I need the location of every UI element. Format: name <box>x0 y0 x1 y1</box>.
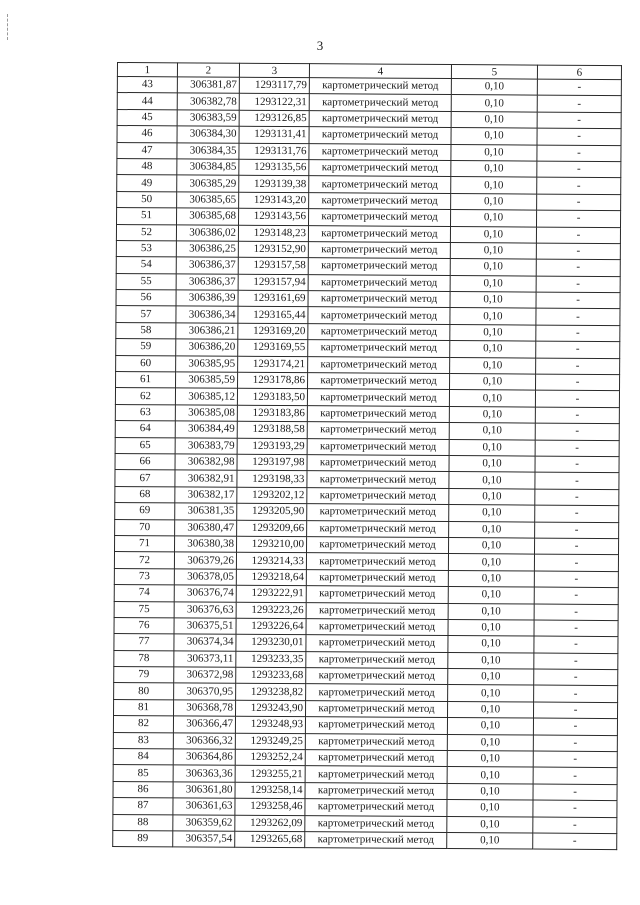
method-cell: картометрический метод <box>306 635 448 652</box>
x-coordinate-cell: 306386,21 <box>176 323 238 340</box>
method-cell: картометрический метод <box>309 160 451 177</box>
x-coordinate-cell: 306386,37 <box>176 257 238 274</box>
y-coordinate-cell: 1293157,58 <box>238 258 308 275</box>
accuracy-cell: 0,10 <box>451 210 537 227</box>
y-coordinate-cell: 1293214,33 <box>236 553 306 570</box>
method-cell: картометрический метод <box>305 799 447 816</box>
y-coordinate-cell: 1293248,93 <box>235 716 305 733</box>
point-number-cell: 54 <box>116 257 176 274</box>
x-coordinate-cell: 306386,39 <box>176 290 238 307</box>
method-cell: картометрический метод <box>306 651 448 668</box>
y-coordinate-cell: 1293169,20 <box>238 323 308 340</box>
notes-cell: - <box>534 653 618 670</box>
point-number-cell: 74 <box>114 585 174 602</box>
x-coordinate-cell: 306382,78 <box>177 93 239 110</box>
method-cell: картометрический метод <box>305 750 447 767</box>
point-number-cell: 77 <box>114 634 174 651</box>
point-number-cell: 82 <box>113 716 173 733</box>
x-coordinate-cell: 306364,86 <box>173 749 235 766</box>
point-number-cell: 52 <box>116 224 176 241</box>
accuracy-cell: 0,10 <box>447 767 533 784</box>
notes-cell: - <box>535 522 619 539</box>
point-number-cell: 44 <box>117 93 177 110</box>
method-cell: картометрический метод <box>309 78 451 95</box>
method-cell: картометрический метод <box>305 733 447 750</box>
accuracy-cell: 0,10 <box>449 423 535 440</box>
method-cell: картометрический метод <box>308 291 450 308</box>
point-number-cell: 60 <box>116 355 176 372</box>
header-col-3: 3 <box>239 63 309 77</box>
y-coordinate-cell: 1293218,64 <box>236 569 306 586</box>
point-number-cell: 76 <box>114 617 174 634</box>
notes-cell: - <box>534 554 618 571</box>
accuracy-cell: 0,10 <box>448 570 534 587</box>
accuracy-cell: 0,10 <box>449 488 535 505</box>
y-coordinate-cell: 1293226,64 <box>236 618 306 635</box>
method-cell: картометрический метод <box>309 94 451 111</box>
point-number-cell: 66 <box>115 453 175 470</box>
accuracy-cell: 0,10 <box>447 783 533 800</box>
point-number-cell: 47 <box>117 142 177 159</box>
x-coordinate-cell: 306357,54 <box>173 831 235 848</box>
notes-cell: - <box>537 95 621 112</box>
x-coordinate-cell: 306384,49 <box>175 421 237 438</box>
notes-cell: - <box>534 620 618 637</box>
x-coordinate-cell: 306374,34 <box>174 634 236 651</box>
x-coordinate-cell: 306363,36 <box>173 765 235 782</box>
point-number-cell: 68 <box>115 486 175 503</box>
method-cell: картометрический метод <box>308 307 450 324</box>
accuracy-cell: 0,10 <box>447 718 533 735</box>
margin-marks <box>7 14 9 40</box>
accuracy-cell: 0,10 <box>451 193 537 210</box>
notes-cell: - <box>533 751 617 768</box>
notes-cell: - <box>536 276 620 293</box>
accuracy-cell: 0,10 <box>451 95 537 112</box>
x-coordinate-cell: 306361,80 <box>173 782 235 799</box>
accuracy-cell: 0,10 <box>448 636 534 653</box>
point-number-cell: 75 <box>114 601 174 618</box>
x-coordinate-cell: 306385,12 <box>175 388 237 405</box>
y-coordinate-cell: 1293205,90 <box>237 503 307 520</box>
x-coordinate-cell: 306373,11 <box>174 651 236 668</box>
y-coordinate-cell: 1293139,38 <box>239 176 309 193</box>
method-cell: картометрический метод <box>309 110 451 127</box>
accuracy-cell: 0,10 <box>449 406 535 423</box>
x-coordinate-cell: 306385,95 <box>176 356 238 373</box>
point-number-cell: 84 <box>113 749 173 766</box>
method-cell: картометрический метод <box>309 209 451 226</box>
method-cell: картометрический метод <box>308 258 450 275</box>
method-cell: картометрический метод <box>305 782 447 799</box>
method-cell: картометрический метод <box>306 619 448 636</box>
method-cell: картометрический метод <box>308 373 450 390</box>
method-cell: картометрический метод <box>307 520 449 537</box>
y-coordinate-cell: 1293152,90 <box>238 241 308 258</box>
y-coordinate-cell: 1293131,76 <box>239 143 309 160</box>
point-number-cell: 51 <box>117 208 177 225</box>
x-coordinate-cell: 306386,25 <box>176 241 238 258</box>
accuracy-cell: 0,10 <box>449 505 535 522</box>
notes-cell: - <box>536 325 620 342</box>
method-cell: картометрический метод <box>307 504 449 521</box>
table-body <box>113 77 622 850</box>
method-cell: картометрический метод <box>309 127 451 144</box>
x-coordinate-cell: 306386,20 <box>176 339 238 356</box>
notes-cell: - <box>535 423 619 440</box>
accuracy-cell: 0,10 <box>447 832 533 849</box>
x-coordinate-cell: 306366,32 <box>173 732 235 749</box>
page-number: 3 <box>316 38 324 53</box>
accuracy-cell: 0,10 <box>448 619 534 636</box>
x-coordinate-cell: 306379,26 <box>174 552 236 569</box>
accuracy-cell: 0,10 <box>448 669 534 686</box>
notes-cell: - <box>537 145 621 162</box>
method-cell: картометрический метод <box>306 586 448 603</box>
x-coordinate-cell: 306385,65 <box>177 192 239 209</box>
header-col-5: 5 <box>451 65 537 80</box>
y-coordinate-cell: 1293209,66 <box>237 520 307 537</box>
x-coordinate-cell: 306383,79 <box>175 437 237 454</box>
accuracy-cell: 0,10 <box>451 79 537 96</box>
point-number-cell: 69 <box>115 503 175 520</box>
point-number-cell: 67 <box>115 470 175 487</box>
point-number-cell: 70 <box>115 519 175 536</box>
notes-cell: - <box>534 669 618 686</box>
accuracy-cell: 0,10 <box>450 259 536 276</box>
y-coordinate-cell: 1293169,55 <box>238 339 308 356</box>
point-number-cell: 65 <box>115 437 175 454</box>
point-number-cell: 63 <box>115 404 175 421</box>
point-number-cell: 89 <box>113 830 173 847</box>
x-coordinate-cell: 306381,87 <box>177 77 239 94</box>
notes-cell: - <box>534 587 618 604</box>
accuracy-cell: 0,10 <box>451 128 537 145</box>
table-row <box>113 830 617 849</box>
y-coordinate-cell: 1293243,90 <box>236 700 306 717</box>
method-cell: картометрический метод <box>307 389 449 406</box>
method-cell: картометрический метод <box>307 422 449 439</box>
x-coordinate-cell: 306361,63 <box>173 798 235 815</box>
accuracy-cell: 0,10 <box>450 308 536 325</box>
accuracy-cell: 0,10 <box>449 472 535 489</box>
y-coordinate-cell: 1293143,20 <box>239 192 309 209</box>
point-number-cell: 86 <box>113 781 173 798</box>
accuracy-cell: 0,10 <box>447 734 533 751</box>
header-col-4: 4 <box>309 64 451 79</box>
accuracy-cell: 0,10 <box>448 701 534 718</box>
accuracy-cell: 0,10 <box>450 275 536 292</box>
accuracy-cell: 0,10 <box>451 144 537 161</box>
accuracy-cell: 0,10 <box>447 816 533 833</box>
x-coordinate-cell: 306372,98 <box>174 667 236 684</box>
y-coordinate-cell: 1293161,69 <box>238 290 308 307</box>
x-coordinate-cell: 306382,17 <box>175 487 237 504</box>
y-coordinate-cell: 1293238,82 <box>236 684 306 701</box>
point-number-cell: 55 <box>116 273 176 290</box>
y-coordinate-cell: 1293183,50 <box>237 389 307 406</box>
y-coordinate-cell: 1293249,25 <box>235 733 305 750</box>
y-coordinate-cell: 1293193,29 <box>237 438 307 455</box>
notes-cell: - <box>533 702 617 719</box>
y-coordinate-cell: 1293178,86 <box>238 372 308 389</box>
notes-cell: - <box>537 112 621 129</box>
notes-cell: - <box>536 292 620 309</box>
y-coordinate-cell: 1293183,86 <box>237 405 307 422</box>
notes-cell: - <box>537 128 621 145</box>
point-number-cell: 58 <box>116 322 176 339</box>
x-coordinate-cell: 306375,51 <box>174 618 236 635</box>
x-coordinate-cell: 306386,37 <box>176 274 238 291</box>
y-coordinate-cell: 1293255,21 <box>235 766 305 783</box>
x-coordinate-cell: 306385,29 <box>177 175 239 192</box>
notes-cell: - <box>536 309 620 326</box>
method-cell: картометрический метод <box>306 668 448 685</box>
notes-cell: - <box>533 833 617 850</box>
notes-cell: - <box>535 456 619 473</box>
notes-cell: - <box>536 374 620 391</box>
x-coordinate-cell: 306385,08 <box>175 405 237 422</box>
point-number-cell: 87 <box>113 798 173 815</box>
y-coordinate-cell: 1293252,24 <box>235 749 305 766</box>
accuracy-cell: 0,10 <box>447 751 533 768</box>
x-coordinate-cell: 306382,91 <box>175 470 237 487</box>
y-coordinate-cell: 1293165,44 <box>238 307 308 324</box>
notes-cell: - <box>534 604 618 621</box>
notes-cell: - <box>535 407 619 424</box>
method-cell: картометрический метод <box>307 487 449 504</box>
accuracy-cell: 0,10 <box>449 390 535 407</box>
method-cell: картометрический метод <box>309 192 451 209</box>
method-cell: картометрический метод <box>306 701 448 718</box>
notes-cell: - <box>536 243 620 260</box>
method-cell: картометрический метод <box>306 569 448 586</box>
method-cell: картометрический метод <box>309 176 451 193</box>
accuracy-cell: 0,10 <box>450 374 536 391</box>
method-cell: картометрический метод <box>308 340 450 357</box>
x-coordinate-cell: 306370,95 <box>174 683 236 700</box>
point-number-cell: 53 <box>116 240 176 257</box>
notes-cell: - <box>533 784 617 801</box>
accuracy-cell: 0,10 <box>448 652 534 669</box>
method-cell: картометрический метод <box>306 684 448 701</box>
accuracy-cell: 0,10 <box>448 554 534 571</box>
accuracy-cell: 0,10 <box>448 587 534 604</box>
notes-cell: - <box>535 489 619 506</box>
notes-cell: - <box>536 259 620 276</box>
point-number-cell: 80 <box>114 683 174 700</box>
accuracy-cell: 0,10 <box>447 800 533 817</box>
x-coordinate-cell: 306386,34 <box>176 306 238 323</box>
y-coordinate-cell: 1293223,26 <box>236 602 306 619</box>
accuracy-cell: 0,10 <box>450 226 536 243</box>
method-cell: картометрический метод <box>307 405 449 422</box>
notes-cell: - <box>533 735 617 752</box>
point-number-cell: 57 <box>116 306 176 323</box>
x-coordinate-cell: 306382,98 <box>175 454 237 471</box>
point-number-cell: 81 <box>114 699 174 716</box>
notes-cell: - <box>533 718 617 735</box>
y-coordinate-cell: 1293265,68 <box>235 831 305 848</box>
point-number-cell: 43 <box>117 77 177 94</box>
y-coordinate-cell: 1293202,12 <box>237 487 307 504</box>
notes-cell: - <box>537 177 621 194</box>
y-coordinate-cell: 1293262,09 <box>235 815 305 832</box>
method-cell: картометрический метод <box>305 717 447 734</box>
y-coordinate-cell: 1293233,35 <box>236 651 306 668</box>
accuracy-cell: 0,10 <box>451 160 537 177</box>
notes-cell: - <box>533 800 617 817</box>
point-number-cell: 85 <box>113 765 173 782</box>
y-coordinate-cell: 1293233,68 <box>236 667 306 684</box>
notes-cell: - <box>535 505 619 522</box>
x-coordinate-cell: 306366,47 <box>173 716 235 733</box>
notes-cell: - <box>536 358 620 375</box>
y-coordinate-cell: 1293135,56 <box>239 159 309 176</box>
x-coordinate-cell: 306384,30 <box>177 126 239 143</box>
accuracy-cell: 0,10 <box>449 521 535 538</box>
header-col-1: 1 <box>117 63 177 77</box>
accuracy-cell: 0,10 <box>450 324 536 341</box>
point-number-cell: 46 <box>117 126 177 143</box>
method-cell: картометрический метод <box>308 274 450 291</box>
point-number-cell: 71 <box>115 535 175 552</box>
accuracy-cell: 0,10 <box>448 685 534 702</box>
accuracy-cell: 0,10 <box>449 537 535 554</box>
method-cell: картометрический метод <box>307 455 449 472</box>
y-coordinate-cell: 1293174,21 <box>238 356 308 373</box>
notes-cell: - <box>535 472 619 489</box>
header-col-6: 6 <box>537 65 621 80</box>
point-number-cell: 61 <box>116 372 176 389</box>
point-number-cell: 45 <box>117 109 177 126</box>
accuracy-cell: 0,10 <box>450 357 536 374</box>
x-coordinate-cell: 306384,35 <box>177 142 239 159</box>
y-coordinate-cell: 1293198,33 <box>237 471 307 488</box>
method-cell: картометрический метод <box>305 815 447 832</box>
method-cell: картометрический метод <box>308 242 450 259</box>
x-coordinate-cell: 306376,63 <box>174 601 236 618</box>
notes-cell: - <box>537 194 621 211</box>
x-coordinate-cell: 306376,74 <box>174 585 236 602</box>
accuracy-cell: 0,10 <box>451 177 537 194</box>
point-number-cell: 72 <box>114 552 174 569</box>
x-coordinate-cell: 306380,47 <box>175 519 237 536</box>
point-number-cell: 59 <box>116 339 176 356</box>
notes-cell: - <box>537 210 621 227</box>
notes-cell: - <box>536 227 620 244</box>
method-cell: картометрический метод <box>308 324 450 341</box>
y-coordinate-cell: 1293230,01 <box>236 635 306 652</box>
point-number-cell: 50 <box>117 191 177 208</box>
header-col-2: 2 <box>177 63 239 77</box>
point-number-cell: 78 <box>114 650 174 667</box>
x-coordinate-cell: 306385,68 <box>177 208 239 225</box>
accuracy-cell: 0,10 <box>450 341 536 358</box>
method-cell: картометрический метод <box>307 537 449 554</box>
method-cell: картометрический метод <box>305 766 447 783</box>
notes-cell: - <box>535 440 619 457</box>
notes-cell: - <box>535 390 619 407</box>
point-number-cell: 64 <box>115 421 175 438</box>
point-number-cell: 79 <box>114 667 174 684</box>
notes-cell: - <box>536 341 620 358</box>
accuracy-cell: 0,10 <box>448 603 534 620</box>
x-coordinate-cell: 306383,59 <box>177 110 239 127</box>
y-coordinate-cell: 1293188,58 <box>237 421 307 438</box>
x-coordinate-cell: 306380,38 <box>175 536 237 553</box>
accuracy-cell: 0,10 <box>451 111 537 128</box>
x-coordinate-cell: 306378,05 <box>174 569 236 586</box>
accuracy-cell: 0,10 <box>450 242 536 259</box>
accuracy-cell: 0,10 <box>449 439 535 456</box>
y-coordinate-cell: 1293222,91 <box>236 585 306 602</box>
method-cell: картометрический метод <box>307 471 449 488</box>
y-coordinate-cell: 1293143,56 <box>239 208 309 225</box>
y-coordinate-cell: 1293258,46 <box>235 798 305 815</box>
y-coordinate-cell: 1293148,23 <box>238 225 308 242</box>
point-number-cell: 88 <box>113 814 173 831</box>
y-coordinate-cell: 1293197,98 <box>237 454 307 471</box>
method-cell: картометрический метод <box>306 553 448 570</box>
y-coordinate-cell: 1293131,41 <box>239 126 309 143</box>
y-coordinate-cell: 1293126,85 <box>239 110 309 127</box>
method-cell: картометрический метод <box>308 356 450 373</box>
x-coordinate-cell: 306359,62 <box>173 814 235 831</box>
method-cell: картометрический метод <box>306 602 448 619</box>
x-coordinate-cell: 306386,02 <box>176 224 238 241</box>
point-number-cell: 62 <box>115 388 175 405</box>
accuracy-cell: 0,10 <box>450 292 536 309</box>
x-coordinate-cell: 306381,35 <box>175 503 237 520</box>
method-cell: картометрический метод <box>308 225 450 242</box>
point-number-cell: 56 <box>116 290 176 307</box>
notes-cell: - <box>533 817 617 834</box>
y-coordinate-cell: 1293122,31 <box>239 94 309 111</box>
point-number-cell: 83 <box>113 732 173 749</box>
method-cell: картометрический метод <box>305 832 447 849</box>
point-number-cell: 49 <box>117 175 177 192</box>
notes-cell: - <box>534 686 618 703</box>
coordinates-table <box>112 62 622 850</box>
notes-cell: - <box>537 161 621 178</box>
point-number-cell: 73 <box>114 568 174 585</box>
notes-cell: - <box>537 79 621 96</box>
method-cell: картометрический метод <box>307 438 449 455</box>
notes-cell: - <box>534 636 618 653</box>
method-cell: картометрический метод <box>309 143 451 160</box>
x-coordinate-cell: 306385,59 <box>176 372 238 389</box>
x-coordinate-cell: 306368,78 <box>174 700 236 717</box>
notes-cell: - <box>535 538 619 555</box>
y-coordinate-cell: 1293210,00 <box>237 536 307 553</box>
y-coordinate-cell: 1293117,79 <box>239 77 309 94</box>
y-coordinate-cell: 1293258,14 <box>235 782 305 799</box>
x-coordinate-cell: 306384,85 <box>177 159 239 176</box>
y-coordinate-cell: 1293157,94 <box>238 274 308 291</box>
notes-cell: - <box>533 767 617 784</box>
accuracy-cell: 0,10 <box>449 456 535 473</box>
point-number-cell: 48 <box>117 158 177 175</box>
notes-cell: - <box>534 571 618 588</box>
